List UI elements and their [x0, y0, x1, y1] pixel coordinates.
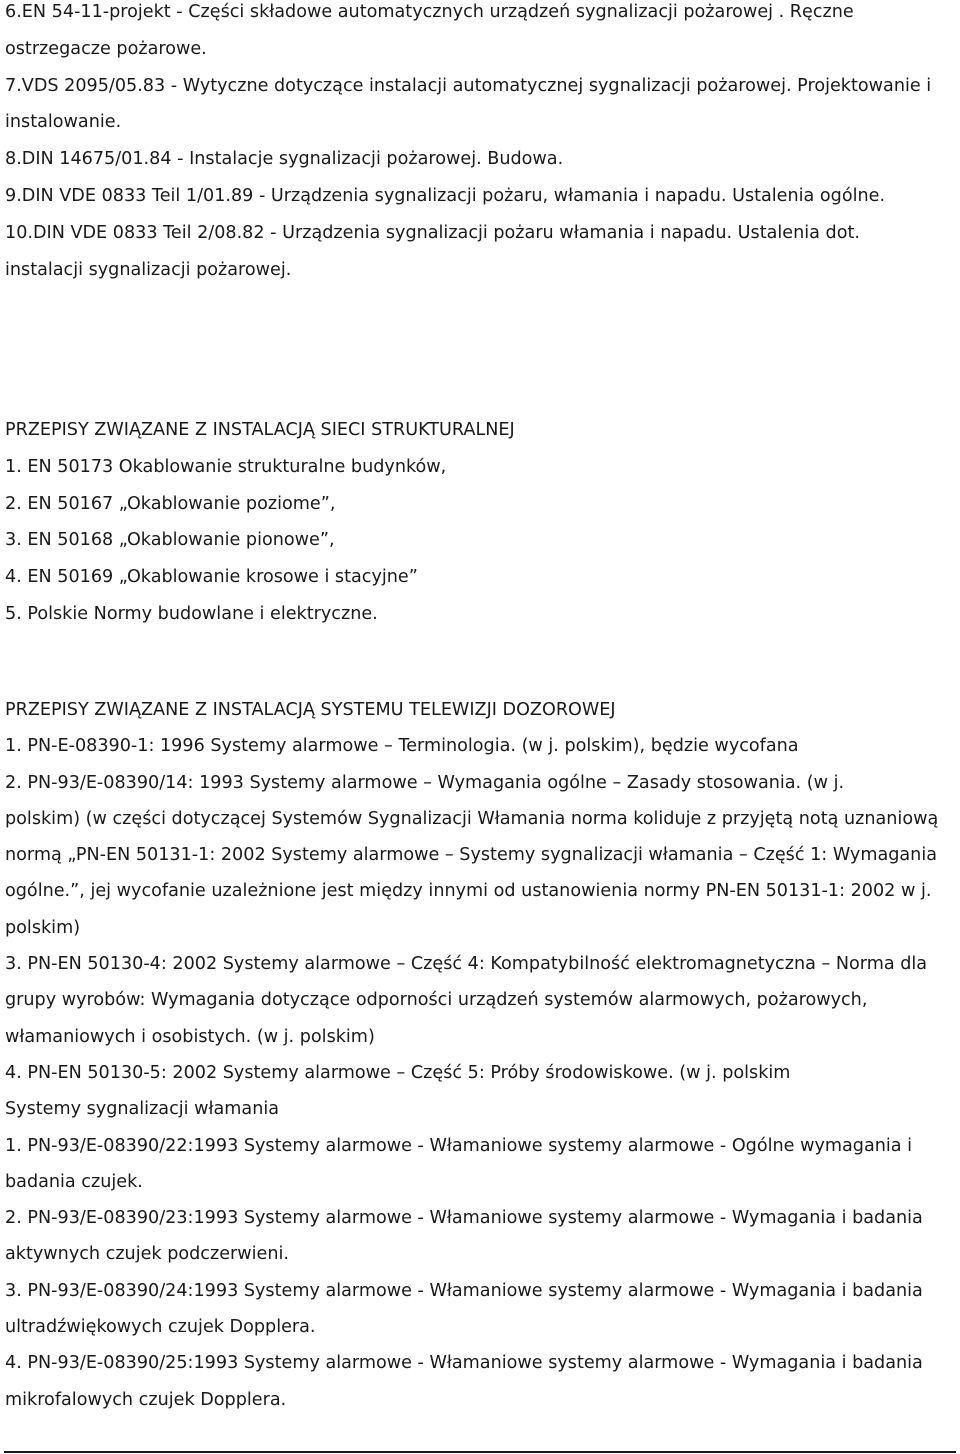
text-line: instalowanie.: [5, 112, 122, 133]
text-line: 10.DIN VDE 0833 Teil 2/08.82 - Urządzenia sygnalizacji pożaru włamania i napadu. Ustalenia dot.: [5, 222, 860, 243]
section-cctv: [5, 692, 938, 1418]
text-line: 8.DIN 14675/01.84 - Instalacje sygnalizacji pożarowej. Budowa.: [5, 149, 564, 170]
text-line: 4. PN-93/E-08390/25:1993 Systemy alarmowe - Włamaniowe systemy alarmowe - Wymagania i badania: [5, 1353, 923, 1374]
text-line: 3. PN-93/E-08390/24:1993 Systemy alarmowe - Włamaniowe systemy alarmowe - Wymagania i badania: [5, 1280, 923, 1301]
subsection-heading: Systemy sygnalizacji włamania: [5, 1099, 280, 1120]
text-line: 3. PN-EN 50130-4: 2002 Systemy alarmowe – Część 4: Kompatybilność elektromagnetyczna – Norma dla: [5, 954, 928, 975]
text-line: polskim): [5, 917, 81, 938]
text-line: 3. EN 50168 „Okablowanie pionowe”,: [5, 530, 335, 551]
text-line: 4. PN-EN 50130-5: 2002 Systemy alarmowe – Część 5: Próby środowiskowe. (w j. polskim: [5, 1062, 791, 1083]
text-line: 7.VDS 2095/05.83 - Wytyczne dotyczące instalacji automatycznej sygnalizacji pożarowej. Projektowanie i: [5, 75, 932, 96]
text-line: 6.EN 54-11-projekt - Części składowe automatycznych urządzeń sygnalizacji pożarowej . Ręczne: [5, 2, 854, 22]
text-line: mikrofalowych czujek Dopplera.: [5, 1389, 287, 1410]
text-line: 2. PN-93/E-08390/23:1993 Systemy alarmowe - Włamaniowe systemy alarmowe - Wymagania i badania: [5, 1208, 923, 1229]
text-line: włamaniowych i osobistych. (w j. polskim): [5, 1026, 375, 1047]
text-line: 1. EN 50173 Okablowanie strukturalne budynków,: [5, 456, 447, 477]
text-line: instalacji sygnalizacji pożarowej.: [5, 259, 292, 280]
section-structural-cabling: [5, 412, 515, 633]
text-line: grupy wyrobów: Wymagania dotyczące odporności urządzeń systemów alarmowych, pożarowych,: [5, 990, 868, 1011]
text-line: ostrzegacze pożarowe.: [5, 38, 207, 59]
text-line: ogólne.”, jej wycofanie uzależnione jest między innymi od ustanowienia normy PN-EN 50131-1: 2002 w j.: [5, 881, 932, 902]
text-line: 5. Polskie Normy budowlane i elektryczne.: [5, 603, 378, 624]
text-line: 4. EN 50169 „Okablowanie krosowe i stacyjne”: [5, 567, 418, 588]
text-line: aktywnych czujek podczerwieni.: [5, 1244, 289, 1265]
text-line: ultradźwiękowych czujek Dopplera.: [5, 1317, 316, 1338]
text-line: badania czujek.: [5, 1171, 143, 1192]
section-heading: PRZEPISY ZWIĄZANE Z INSTALACJĄ SIECI STRUKTURALNEJ: [5, 420, 515, 440]
standards-list-fire: [5, 0, 931, 288]
text-line: 1. PN-E-08390-1: 1996 Systemy alarmowe – Terminologia. (w j. polskim), będzie wycofana: [5, 736, 799, 757]
section-heading: PRZEPISY ZWIĄZANE Z INSTALACJĄ SYSTEMU TELEWIZJI DOZOROWEJ: [5, 700, 616, 720]
text-line: normą „PN-EN 50131-1: 2002 Systemy alarmowe – Systemy sygnalizacji włamania – Część 1: Wymagania: [5, 845, 938, 866]
text-line: 2. PN-93/E-08390/14: 1993 Systemy alarmowe – Wymagania ogólne – Zasady stosowania. (w j.: [5, 772, 845, 793]
page-bottom-rule: [4, 1451, 956, 1453]
text-line: 1. PN-93/E-08390/22:1993 Systemy alarmowe - Włamaniowe systemy alarmowe - Ogólne wymagania i: [5, 1135, 913, 1156]
text-line: 9.DIN VDE 0833 Teil 1/01.89 - Urządzenia sygnalizacji pożaru, włamania i napadu. Ustalenia ogólne.: [5, 185, 886, 206]
text-line: 2. EN 50167 „Okablowanie poziome”,: [5, 493, 336, 514]
text-line: polskim) (w części dotyczącej Systemów Sygnalizacji Włamania norma koliduje z przyjętą notą uznaniową: [5, 808, 939, 829]
